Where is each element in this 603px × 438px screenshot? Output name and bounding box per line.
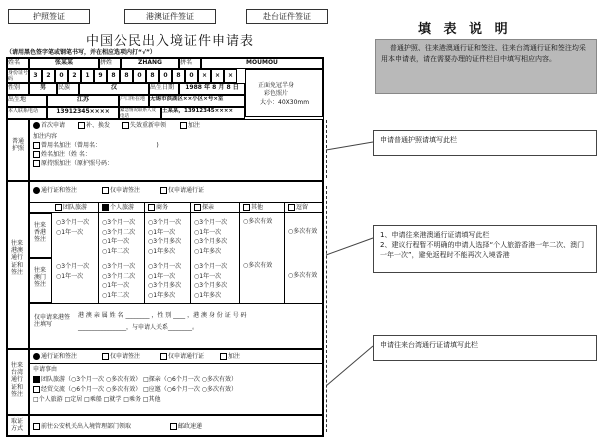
id-digit[interactable]: × xyxy=(224,69,237,83)
id-digit[interactable]: 2 xyxy=(68,69,81,83)
fetch-option-post[interactable]: 邮政速递 xyxy=(170,423,202,430)
value-emergency-contact[interactable]: 王某某，13912345×××× xyxy=(161,107,245,119)
tw-option-pass-and-visa[interactable]: 通行证和签注 xyxy=(33,353,77,360)
hk-relative-text-2[interactable]: ________________，与申请人关系________。 xyxy=(78,324,199,331)
id-digit[interactable]: 3 xyxy=(29,69,42,83)
hk-option-visa-only[interactable]: 仅申请签注 xyxy=(102,187,140,194)
passport-option-reapply[interactable]: 失效重新申领 xyxy=(122,122,166,129)
id-digit[interactable]: 0 xyxy=(55,69,68,83)
macau-visa-col6[interactable]: ○多次有效 xyxy=(288,272,318,279)
macau-visa-col4[interactable]: ○3个月一次 ○1年一次 ○3个月多次 ○1年多次 xyxy=(194,263,228,299)
tw-reason-line-1[interactable]: 团队旅游（○3个月一次 ○多次有效） □探亲（○6个月一次 ○多次有效） xyxy=(33,376,237,383)
value-name[interactable]: 张某某 xyxy=(29,58,99,69)
value-birth-date[interactable]: 1988 年 8 月 8 日 xyxy=(179,83,245,95)
hk-type-other[interactable]: 其他 xyxy=(243,204,263,211)
hk-section xyxy=(29,181,323,349)
callout-connectors xyxy=(326,120,376,390)
application-form xyxy=(6,57,324,437)
label-ethnicity: 民族 xyxy=(57,83,79,95)
hk-visa-col5[interactable]: ○多次有效 xyxy=(243,218,273,225)
hk-type-business[interactable]: 商务 xyxy=(148,204,168,211)
form-note: （请用黑色签字笔或钢笔书写，并在相应选项内打“√”） xyxy=(6,49,156,56)
macau-visa-col2[interactable]: ○3个月一次 ○3个月二次 ○1年一次 ○1年二次 xyxy=(102,263,136,299)
callout-hk-line-2: 2、建议行程暂不明确的申请人选择“个人旅游香港一年二次、澳门一年一次”，避免返程时不能再次入境香港 xyxy=(380,241,585,260)
value-birthplace[interactable]: 江苏 xyxy=(47,95,119,107)
tw-reason-line-2[interactable]: 经贸交流（○6个月一次 ○多次有效） □应邀（○6个月一次 ○多次有效） xyxy=(33,386,237,393)
id-digit[interactable]: × xyxy=(198,69,211,83)
photo-label-3: 大小：40X30mm xyxy=(260,99,310,106)
callout-taiwan: 申请往来台湾通行证请填写此栏 xyxy=(373,335,597,361)
passport-section xyxy=(29,119,323,181)
label-gender: 性别 xyxy=(7,83,29,95)
label-pinyin-surname: 拼姓 xyxy=(99,58,121,69)
passport-endorse-former-name[interactable]: 曾用名加注（曾用名： ) xyxy=(33,142,159,149)
value-gender[interactable]: 男 xyxy=(29,83,57,95)
hk-type-family[interactable]: 探亲 xyxy=(194,204,214,211)
help-text: 普通护照、往来港澳通行证和签注、往来台湾通行证和签注均采用本申请表，请在需要办理的证件栏目中填写相应内容。 xyxy=(375,39,597,94)
macau-visa-col1[interactable]: ○3个月一次 ○1年一次 xyxy=(56,263,90,280)
value-pinyin-surname[interactable]: ZHANG xyxy=(121,58,179,69)
value-pinyin-given[interactable]: MOUMOU xyxy=(201,58,323,69)
help-title: 填 表 说 明 xyxy=(418,22,512,37)
tw-reason-label: 申请事由 xyxy=(33,366,58,373)
hk-option-pass-and-visa[interactable]: 通行证和签注 xyxy=(33,187,77,194)
passport-option-first[interactable]: 首次申请 xyxy=(33,122,65,129)
tab-passport-visa[interactable]: 护照签证 xyxy=(8,9,90,24)
id-digit[interactable]: × xyxy=(211,69,224,83)
hk-visa-col1[interactable]: ○3个月一次 ○1年一次 xyxy=(56,219,90,236)
fetch-label: 取证方式 xyxy=(7,415,29,436)
id-digit[interactable]: 1 xyxy=(81,69,94,83)
label-phone: 本人联系电话 xyxy=(7,107,47,119)
passport-endorse-old-number[interactable]: 原持照加注（原护照号码： xyxy=(33,160,113,167)
tw-option-endorse[interactable]: 加注 xyxy=(220,353,240,360)
macau-visa-col5[interactable]: ○多次有效 xyxy=(243,262,273,269)
passport-option-endorse[interactable]: 加注 xyxy=(180,122,200,129)
tw-reason-line-3[interactable]: □个人旅游 □定居 □乘船 □就学 □乘务 □其他 xyxy=(33,396,161,403)
id-digit[interactable]: 0 xyxy=(159,69,172,83)
tab-taiwan-visa[interactable]: 赴台证件签证 xyxy=(246,9,328,24)
taiwan-section-label: 往来台湾通行证和签注 xyxy=(7,349,29,415)
hk-relative-text-1[interactable]: 港 澳 亲 属 姓 名 ________ ，性 别 ____ ，港 澳 身 份 证 号 码 xyxy=(78,312,247,319)
photo-label-1: 正面免冠半身 xyxy=(258,82,295,89)
hk-option-pass-only[interactable]: 仅申请通行证 xyxy=(160,187,204,194)
id-digit[interactable]: 0 xyxy=(185,69,198,83)
fetch-section xyxy=(29,415,323,436)
hk-section-label: 往来港澳通行证和签注 xyxy=(7,181,29,349)
hk-type-individual[interactable]: 个人旅游 xyxy=(102,204,134,211)
value-ethnicity[interactable]: 汉 xyxy=(79,83,149,95)
hk-type-stay[interactable]: 逗留 xyxy=(288,204,308,211)
callout-hk xyxy=(373,225,597,273)
callout-passport: 申请普通护照请填写此栏 xyxy=(373,130,597,156)
value-household[interactable]: 无锡市滨湖区××小区×号×室 xyxy=(149,95,245,107)
macau-visa-label: 往来澳门签注 xyxy=(30,258,52,303)
id-digit[interactable]: 0 xyxy=(133,69,146,83)
hk-visa-col2[interactable]: ○3个月一次 ○3个月二次 ○1年一次 ○1年二次 xyxy=(102,219,136,255)
taiwan-section xyxy=(29,349,323,415)
label-name: 姓名 xyxy=(7,58,29,69)
hk-type-group-tour[interactable]: 团队旅游 xyxy=(55,204,87,211)
label-emergency-contact: 紧急情况联系人及电话 xyxy=(119,107,161,119)
id-digit[interactable]: 8 xyxy=(146,69,159,83)
id-digit[interactable]: 9 xyxy=(94,69,107,83)
value-phone[interactable]: 13912345×××× xyxy=(47,107,119,119)
label-household: 户口所在地 xyxy=(119,95,149,107)
fetch-option-office[interactable]: 前往公安机关出入境管理部门领取 xyxy=(33,423,131,430)
hk-relative-label: 仅申请来港签注填写 xyxy=(34,314,71,329)
hk-visa-col4[interactable]: ○3个月一次 ○1年一次 ○3个月多次 ○1年多次 xyxy=(194,219,228,255)
hk-visa-col6[interactable]: ○多次有效 xyxy=(288,228,318,235)
passport-endorse-name[interactable]: 姓名加注（姓 名： xyxy=(33,151,91,158)
passport-section-label: 普通护照 xyxy=(7,119,29,181)
callout-hk-line-1: 1、申请往来港澳通行证请填写此栏 xyxy=(380,231,490,239)
tab-hk-macau-visa[interactable]: 港澳证件签证 xyxy=(124,9,216,24)
hk-visa-label: 往来香港签注 xyxy=(30,213,52,258)
label-id-number: 身份证号码 xyxy=(8,70,29,83)
id-digit[interactable]: 8 xyxy=(120,69,133,83)
passport-endorse-label: 加注内容 xyxy=(33,133,58,140)
tw-option-pass-only[interactable]: 仅申请通行证 xyxy=(160,353,204,360)
photo-box[interactable] xyxy=(245,69,323,117)
tw-option-visa-only[interactable]: 仅申请签注 xyxy=(102,353,140,360)
macau-visa-col3[interactable]: ○3个月一次 ○1年一次 ○3个月多次 ○1年多次 xyxy=(148,263,182,299)
id-digit[interactable]: 8 xyxy=(172,69,185,83)
label-birthplace: 出生地 xyxy=(7,95,47,107)
label-pinyin-given: 拼名 xyxy=(179,58,201,69)
id-digit[interactable]: 2 xyxy=(42,69,55,83)
passport-option-renew[interactable]: 补、换发 xyxy=(78,122,110,129)
photo-label-2: 彩色照片 xyxy=(264,90,289,97)
id-digit[interactable]: 8 xyxy=(107,69,120,83)
hk-visa-col3[interactable]: ○3个月一次 ○1年一次 ○3个月多次 ○1年多次 xyxy=(148,219,182,255)
form-title: 中国公民出入境证件申请表 xyxy=(85,34,254,49)
label-birth-date: 出生日期 xyxy=(149,83,179,95)
